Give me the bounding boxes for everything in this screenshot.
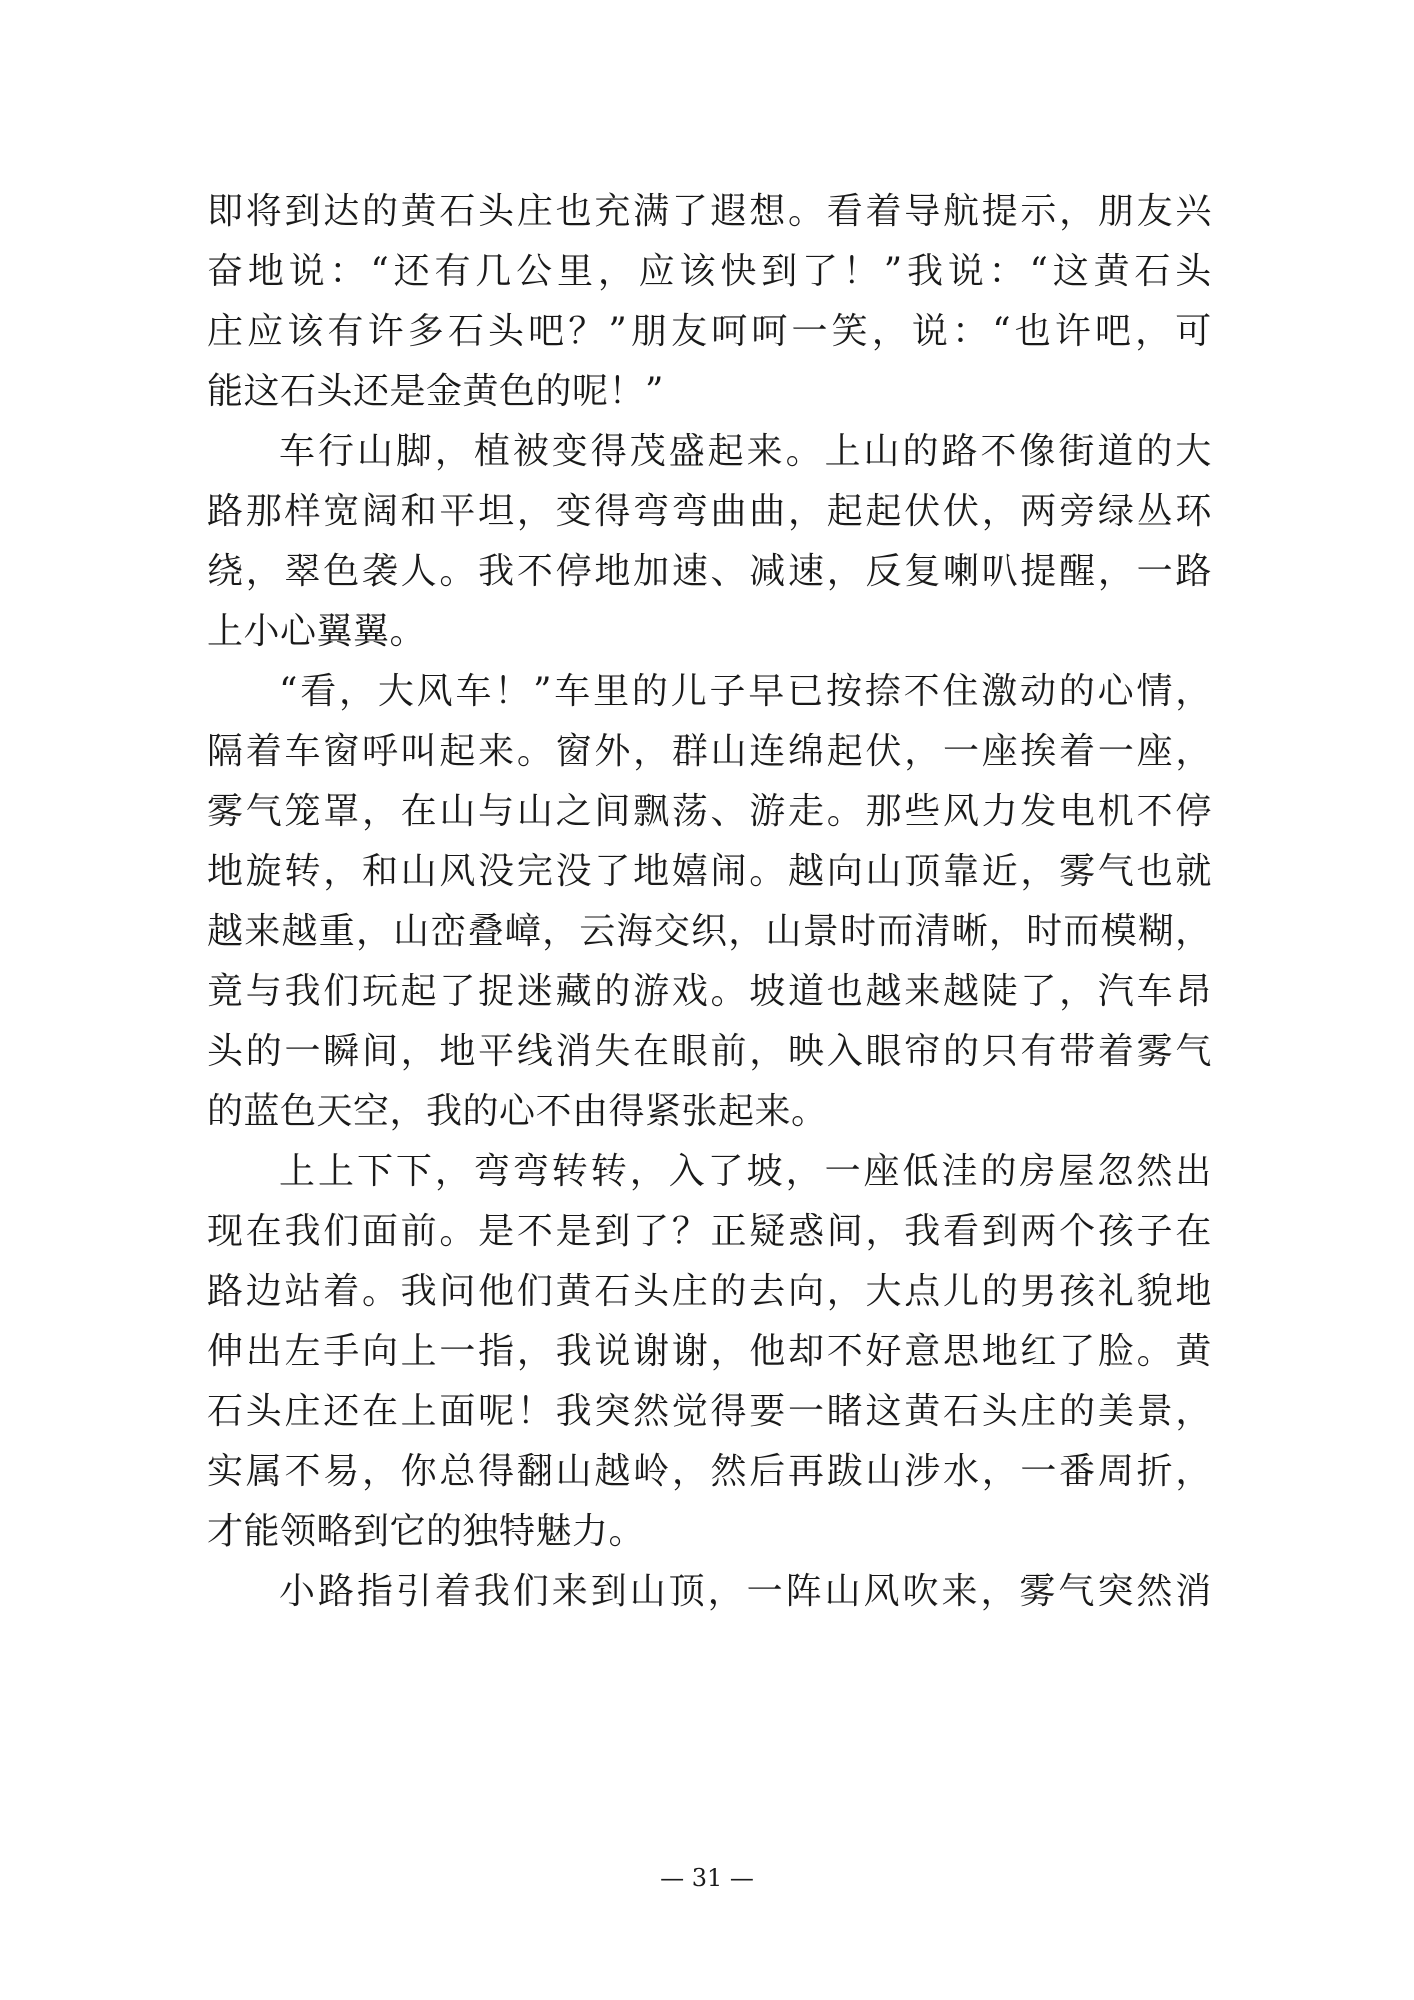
text-line: 能这石头还是金黄色的呢！” xyxy=(207,371,664,412)
text-line: 路 那 样 宽 阔 和 平 坦 ， 变 得 弯 弯 曲 曲 ， 起 起 伏 伏 ， 两 旁 绿 丛 环 xyxy=(207,491,1212,532)
text-line: 绕 ， 翠 色 袭 人 。 我 不 停 地 加 速 、 减 速 ， 反 复 喇 叭 提 醒 ， 一 路 xyxy=(207,551,1212,592)
text-line: 即 将 到 达 的 黄 石 头 庄 也 充 满 了 遐 想 。 看 着 导 航 提 示 ， 朋 友 兴 xyxy=(207,191,1212,232)
text-line: 奋 地 说 ： “ 还 有 几 公 里 ， 应 该 快 到 了 ！ ” 我 说 ： “ 这 黄 石 头 xyxy=(207,251,1212,292)
text-line: 现 在 我 们 面 前 。 是 不 是 到 了 ？ 正 疑 惑 间 ， 我 看 到 两 个 孩 子 在 xyxy=(207,1211,1212,1252)
text-line: 车 行 山 脚 ， 植 被 变 得 茂 盛 起 来 。 上 山 的 路 不 像 街 道 的 大 xyxy=(279,431,1212,472)
text-line: 石 头 庄 还 在 上 面 呢 ！ 我 突 然 觉 得 要 一 睹 这 黄 石 头 庄 的 美 景 ， xyxy=(207,1391,1212,1432)
text-line: 实 属 不 易 ， 你 总 得 翻 山 越 岭 ， 然 后 再 跋 山 涉 水 ， 一 番 周 折 ， xyxy=(207,1451,1212,1492)
page-number: — 31 — xyxy=(660,1864,754,1892)
text-line: 隔 着 车 窗 呼 叫 起 来 。 窗 外 ， 群 山 连 绵 起 伏 ， 一 座 挨 着 一 座 ， xyxy=(207,731,1212,772)
text-line: 越 来 越 重 ， 山 峦 叠 嶂 ， 云 海 交 织 ， 山 景 时 而 清 晰 ， 时 而 模 糊 ， xyxy=(207,911,1212,952)
text-line: 小 路 指 引 着 我 们 来 到 山 顶 ， 一 阵 山 风 吹 来 ， 雾 气 突 然 消 xyxy=(279,1571,1212,1612)
text-line: 才能领略到它的独特魅力。 xyxy=(207,1511,646,1552)
text-line: 伸 出 左 手 向 上 一 指 ， 我 说 谢 谢 ， 他 却 不 好 意 思 地 红 了 脸 。 黄 xyxy=(207,1331,1212,1372)
text-line: 的蓝色天空，我的心不由得紧张起来。 xyxy=(207,1091,828,1132)
text-line: 庄 应 该 有 许 多 石 头 吧 ？ ” 朋 友 呵 呵 一 笑 ， 说 ： “ 也 许 吧 ， 可 xyxy=(207,311,1212,352)
text-line: “ 看 ， 大 风 车 ！ ” 车 里 的 儿 子 早 已 按 捺 不 住 激 动 的 心 情 ， xyxy=(279,671,1212,712)
text-line: 上 上 下 下 ， 弯 弯 转 转 ， 入 了 坡 ， 一 座 低 洼 的 房 屋 忽 然 出 xyxy=(279,1151,1212,1192)
text-line: 头 的 一 瞬 间 ， 地 平 线 消 失 在 眼 前 ， 映 入 眼 帘 的 只 有 带 着 雾 气 xyxy=(207,1031,1212,1072)
text-line: 竟 与 我 们 玩 起 了 捉 迷 藏 的 游 戏 。 坡 道 也 越 来 越 陡 了 ， 汽 车 昂 xyxy=(207,971,1212,1012)
body-text xyxy=(207,183,1212,1623)
text-line: 路 边 站 着 。 我 问 他 们 黄 石 头 庄 的 去 向 ， 大 点 儿 的 男 孩 礼 貌 地 xyxy=(207,1271,1212,1312)
text-line: 上小心翼翼。 xyxy=(207,611,427,652)
text-line: 地 旋 转 ， 和 山 风 没 完 没 了 地 嬉 闹 。 越 向 山 顶 靠 近 ， 雾 气 也 就 xyxy=(207,851,1212,892)
text-line: 雾 气 笼 罩 ， 在 山 与 山 之 间 飘 荡 、 游 走 。 那 些 风 力 发 电 机 不 停 xyxy=(207,791,1212,832)
